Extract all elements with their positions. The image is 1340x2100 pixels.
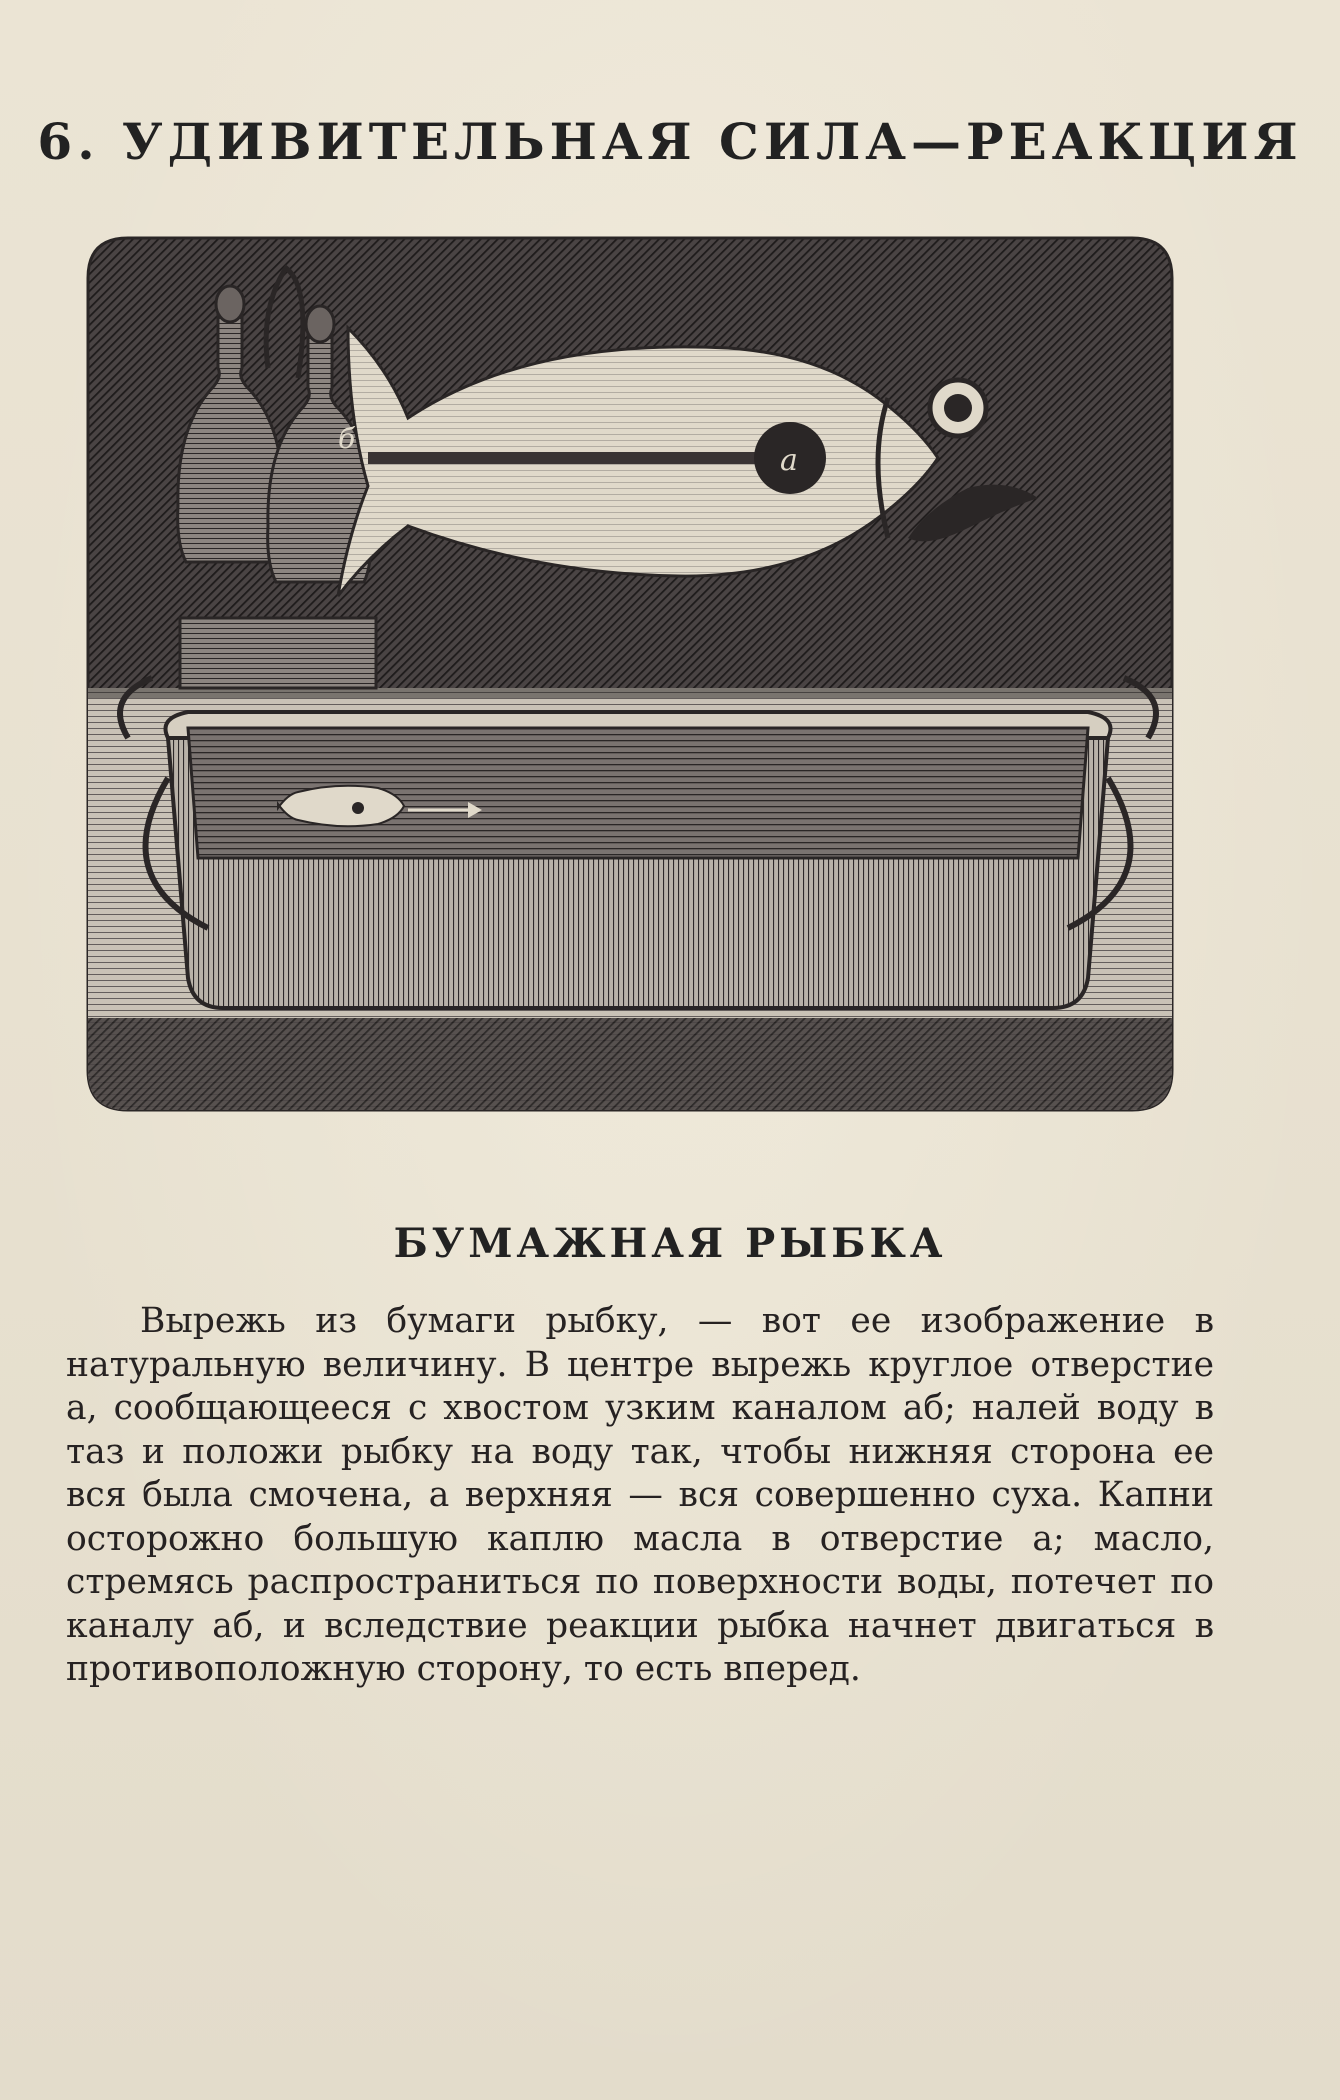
engraving-svg [68,218,1192,1130]
engraving-illustration [68,218,1192,1130]
instruction-paragraph: Вырежь из бумаги рыбку, — вот ее изображение в натуральную величину. В центре вырежь круглое отверстие а, сообщающееся с хвостом узким каналом аб; налей воду в таз и положи рыбку на воду так, чтобы нижняя сторона ее вся была смочена, а верхняя — вся совершенно суха. Капни осторожно большую каплю масла в отверстие а; масло, стремясь распространиться по поверхности воды, потечет по каналу аб, и вследствие реакции рыбка начнет двигаться в противоположную сторону, то есть вперед. [66,1301,1214,1689]
label-b-large: б [338,422,356,455]
label-a-large: а [780,443,798,478]
section-title: БУМАЖНАЯ РЫБКА [393,1220,947,1267]
water-tub [120,678,1156,1008]
chapter-title: 6. УДИВИТЕЛЬНАЯ СИЛА—РЕАКЦИЯ [37,112,1303,171]
